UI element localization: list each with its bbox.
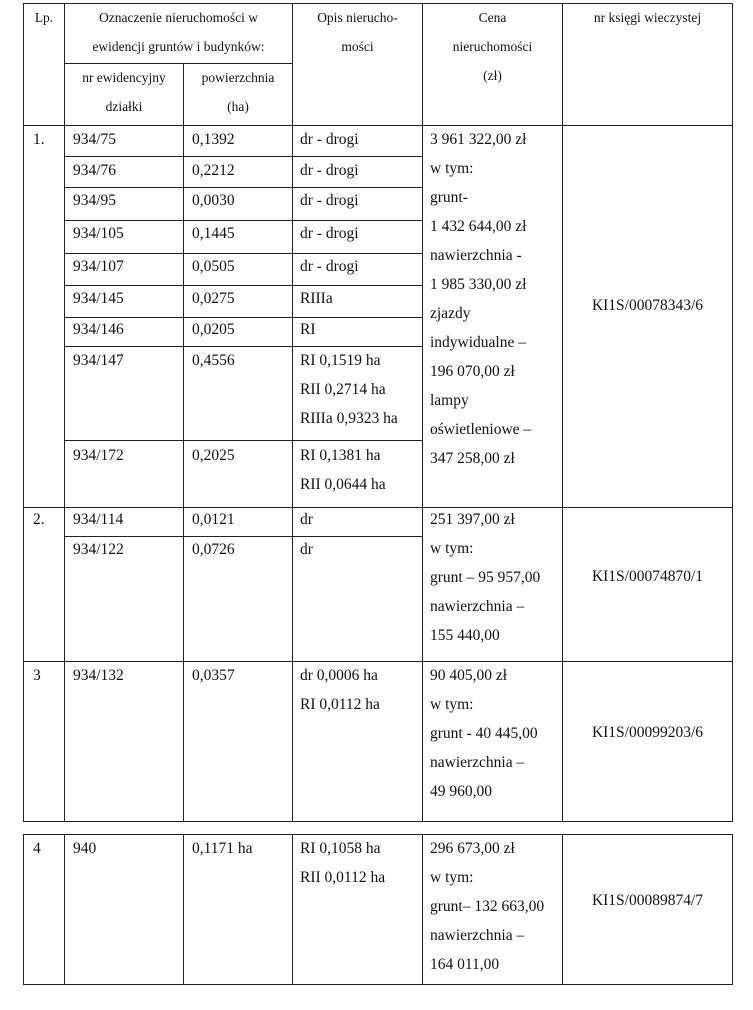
parcel-area: 0,4556 [192,352,235,369]
parcel-description: dr 0,0006 ha RI 0,0112 ha [300,667,380,713]
parcel-area: 0,0357 [192,667,235,684]
header-price: Cena nieruchomości (zł) [452,10,533,83]
parcel-no: 934/146 [73,321,124,338]
parcel-no: 934/122 [73,541,124,558]
group1-lp: 1. [33,131,45,148]
parcel-no: 934/172 [73,447,124,464]
header-land-register: nr księgi wieczystej [593,10,702,25]
parcel-description: dr [300,541,313,558]
parcel-no: 934/105 [73,225,124,242]
group3-lp-cell [23,661,65,822]
parcel-no: 940 [73,840,97,857]
parcel-no: 934/95 [73,192,117,209]
group4-lp: 4 [33,840,41,857]
parcel-description: RI [300,321,316,338]
header-area: powierzchnia (ha) [201,70,275,114]
group4-price: 296 673,00 zł w tym: grunt– 132 663,00 nawierzchnia – 164 011,00 [430,840,545,973]
parcel-area: 0,0275 [192,290,235,307]
group1-price: 3 961 322,00 zł w tym: grunt- 1 432 644,00 zł nawierzchnia - 1 985 330,00 zł zjazdy indywidualne – 196 070,00 zł lampy oświetleniowe – 347 258,00 zł [430,131,532,467]
header-designation: Oznaczenie nieruchomości w ewidencji gruntów i budynków: [92,10,265,54]
parcel-description: dr - drogi [300,131,359,148]
parcel-area: 0,1392 [192,131,235,148]
header-lp: Lp. [34,10,54,25]
parcel-no: 934/107 [73,258,124,275]
parcel-description: RI 0,1058 ha RII 0,0112 ha [300,840,386,886]
parcel-area: 0,0030 [192,192,235,209]
parcel-description: RI 0,1519 ha RII 0,2714 ha RIIIa 0,9323 ha [300,352,398,427]
parcel-area: 0,2212 [192,162,235,179]
parcel-no: 934/132 [73,667,124,684]
parcel-area: 0,1171 ha [192,840,253,857]
group2-kw: KI1S/00074870/1 [591,568,704,585]
group3-lp: 3 [33,667,41,684]
parcel-description: dr - drogi [300,258,359,275]
group1-kw: KI1S/00078343/6 [591,297,704,314]
parcel-area: 0,1445 [192,225,235,242]
parcel-description: dr - drogi [300,162,359,179]
header-description: Opis nierucho- mości [317,10,398,54]
parcel-area: 0,2025 [192,447,235,464]
parcel-area: 0,0726 [192,541,235,558]
parcel-no: 934/114 [73,511,124,528]
parcel-description: dr [300,511,313,528]
parcel-area: 0,0121 [192,511,235,528]
group3-kw: KI1S/00099203/6 [591,724,704,741]
parcel-description: RI 0,1381 ha RII 0,0644 ha [300,447,386,493]
header-parcel-no: nr ewidencyjny działki [82,70,166,114]
parcel-no: 934/147 [73,352,124,369]
parcel-no: 934/145 [73,290,124,307]
parcel-description: dr - drogi [300,192,359,209]
group4-kw: KI1S/00089874/7 [591,892,704,909]
parcel-no: 934/76 [73,162,117,179]
parcel-area: 0,0505 [192,258,235,275]
group1-lp-cell [23,125,65,508]
group3-price: 90 405,00 zł w tym: grunt - 40 445,00 nawierzchnia – 49 960,00 [430,667,538,800]
parcel-description: RIIIa [300,290,333,307]
group2-price: 251 397,00 zł w tym: grunt – 95 957,00 nawierzchnia – 155 440,00 [430,511,541,644]
parcel-no: 934/75 [73,131,117,148]
parcel-description: dr - drogi [300,225,359,242]
group4-lp-cell [23,834,65,985]
group2-lp: 2. [33,511,45,528]
parcel-area: 0,0205 [192,321,235,338]
